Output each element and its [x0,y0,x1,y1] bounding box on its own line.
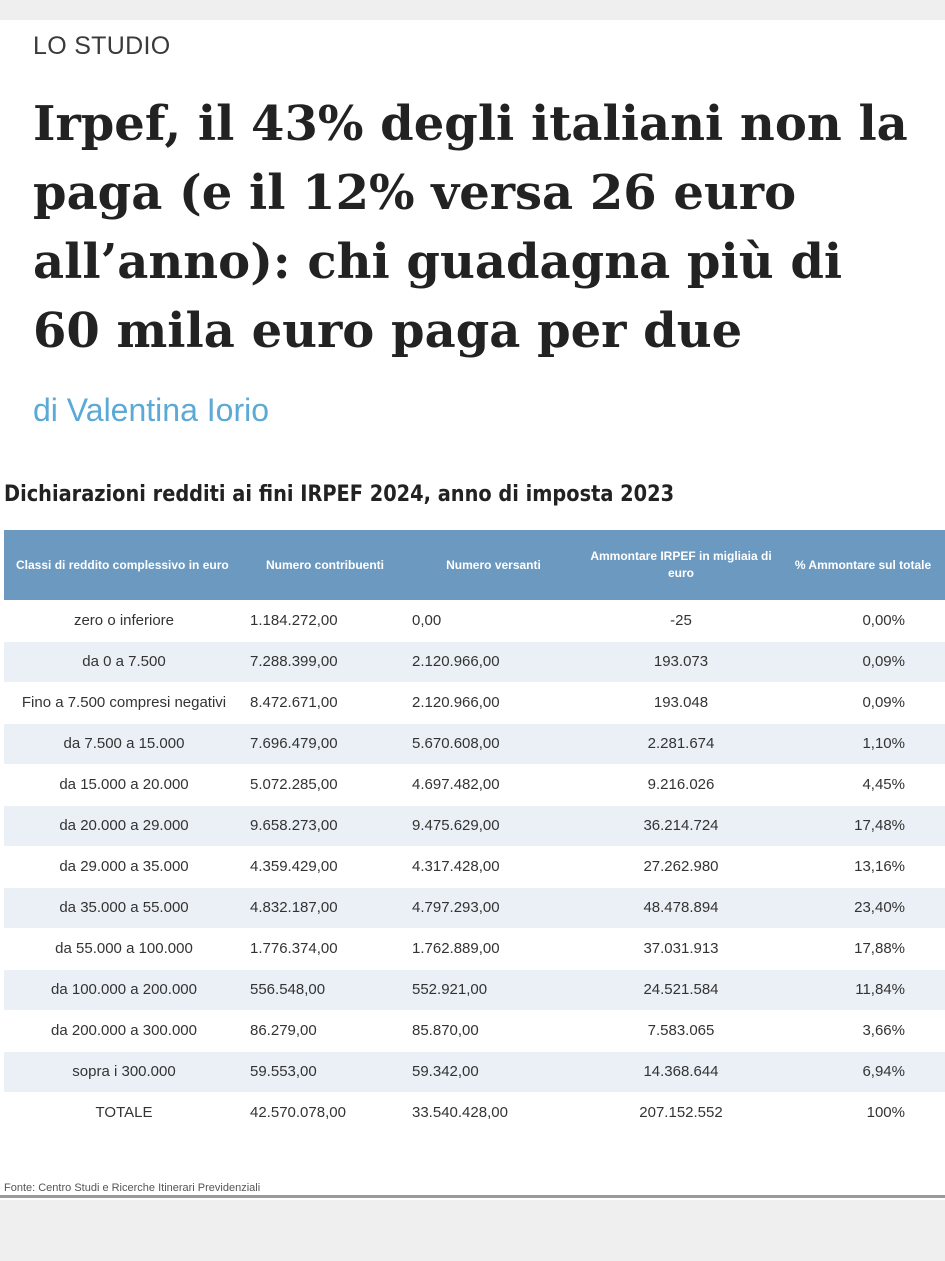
table-title: Dichiarazioni redditi ai fini IRPEF 2024, anno di imposta 2023 [4,482,675,507]
irpef-table [4,530,945,1134]
cell-amount: -25 [581,600,781,641]
cell-contributors: 556.548,00 [244,969,406,1010]
cell-amount: 2.281.674 [581,723,781,764]
cell-class: da 100.000 a 200.000 [4,969,244,1010]
cell-contributors: 42.570.078,00 [244,1092,406,1133]
table-row [4,805,945,846]
divider [0,1195,945,1198]
table-row [4,969,945,1010]
cell-payers: 5.670.608,00 [406,723,581,764]
header-share: % Ammontare sul totale [794,557,932,572]
table-row [4,723,945,764]
cell-class: da 35.000 a 55.000 [4,887,244,928]
cell-contributors: 7.288.399,00 [244,641,406,682]
cell-payers: 9.475.629,00 [406,805,581,846]
table-row [4,600,945,641]
cell-contributors: 86.279,00 [244,1010,406,1051]
cell-class: da 200.000 a 300.000 [4,1010,244,1051]
header-amount: Ammontare IRPEF in migliaia di euro [590,549,772,580]
cell-amount: 37.031.913 [581,928,781,969]
cell-share: 0,09% [781,641,945,682]
cell-contributors: 5.072.285,00 [244,764,406,805]
cell-payers: 2.120.966,00 [406,682,581,723]
table-row [4,846,945,887]
cell-payers: 4.797.293,00 [406,887,581,928]
cell-contributors: 1.184.272,00 [244,600,406,641]
cell-payers: 59.342,00 [406,1051,581,1092]
cell-amount: 207.152.552 [581,1092,781,1133]
table-row [4,764,945,805]
cell-share: 11,84% [781,969,945,1010]
headline[interactable]: Irpef, il 43% degli italiani non la paga (e il 12% versa 26 euro all’anno): chi guadagna più di 60 mila euro paga per due [33,96,908,359]
cell-contributors: 59.553,00 [244,1051,406,1092]
table-row [4,887,945,928]
cell-share: 0,00% [781,600,945,641]
cell-class: sopra i 300.000 [4,1051,244,1092]
cell-amount: 27.262.980 [581,846,781,887]
cell-share: 3,66% [781,1010,945,1051]
header-payers: Numero versanti [446,557,541,572]
cell-amount: 14.368.644 [581,1051,781,1092]
cell-contributors: 9.658.273,00 [244,805,406,846]
header-class: Classi di reddito complessivo in euro [16,557,229,572]
cell-share: 1,10% [781,723,945,764]
cell-share: 6,94% [781,1051,945,1092]
cell-class: Fino a 7.500 compresi negativi [4,682,244,723]
cell-class: da 0 a 7.500 [4,641,244,682]
section-label[interactable]: LO STUDIO [33,32,171,60]
cell-class: da 15.000 a 20.000 [4,764,244,805]
source-note: Fonte: Centro Studi e Ricerche Itinerari Previdenziali [4,1182,261,1194]
cell-class: da 29.000 a 35.000 [4,846,244,887]
cell-amount: 24.521.584 [581,969,781,1010]
cell-payers: 4.697.482,00 [406,764,581,805]
cell-contributors: 4.359.429,00 [244,846,406,887]
cell-class: da 20.000 a 29.000 [4,805,244,846]
cell-contributors: 8.472.671,00 [244,682,406,723]
cell-share: 17,88% [781,928,945,969]
header-contributors: Numero contribuenti [265,557,384,572]
table-row [4,928,945,969]
table-row [4,1092,945,1133]
cell-amount: 9.216.026 [581,764,781,805]
cell-share: 100% [781,1092,945,1133]
cell-contributors: 4.832.187,00 [244,887,406,928]
cell-payers: 2.120.966,00 [406,641,581,682]
article-card [0,20,945,1200]
cell-amount: 48.478.894 [581,887,781,928]
table-body [4,600,945,1133]
cell-share: 23,40% [781,887,945,928]
byline-author-link[interactable]: di Valentina Iorio [33,392,269,428]
cell-contributors: 7.696.479,00 [244,723,406,764]
cell-share: 13,16% [781,846,945,887]
cell-payers: 33.540.428,00 [406,1092,581,1133]
cell-class: TOTALE [4,1092,244,1133]
cell-amount: 36.214.724 [581,805,781,846]
cell-class: da 7.500 a 15.000 [4,723,244,764]
cell-amount: 193.048 [581,682,781,723]
table-row [4,1010,945,1051]
table-row [4,1051,945,1092]
cell-class: zero o inferiore [4,600,244,641]
cell-payers: 4.317.428,00 [406,846,581,887]
table-row [4,641,945,682]
cell-class: da 55.000 a 100.000 [4,928,244,969]
cell-payers: 552.921,00 [406,969,581,1010]
cell-amount: 7.583.065 [581,1010,781,1051]
cell-share: 4,45% [781,764,945,805]
table-row [4,682,945,723]
cell-share: 0,09% [781,682,945,723]
cell-amount: 193.073 [581,641,781,682]
cell-contributors: 1.776.374,00 [244,928,406,969]
cell-payers: 1.762.889,00 [406,928,581,969]
table-header-row [4,530,945,600]
cell-share: 17,48% [781,805,945,846]
cell-payers: 0,00 [406,600,581,641]
cell-payers: 85.870,00 [406,1010,581,1051]
